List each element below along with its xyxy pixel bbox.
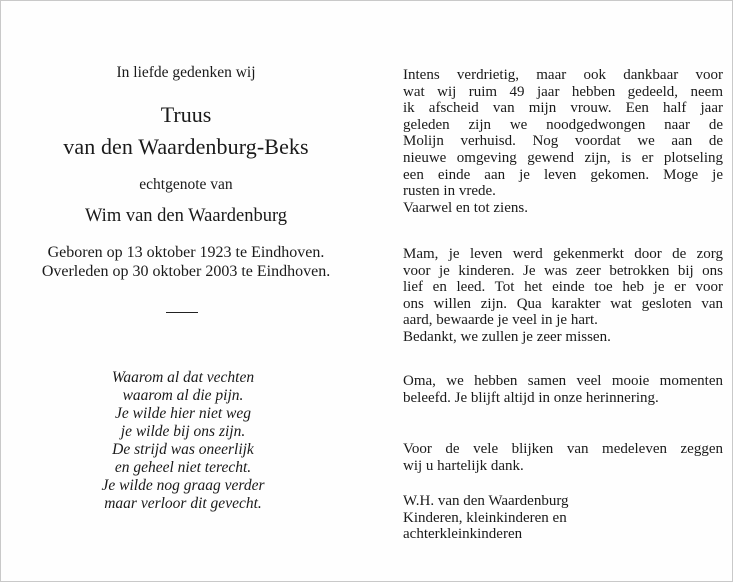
poem-line: je wilde bij ons zijn. [120,423,246,440]
text-line: ik afscheid van mijn vrouw. Een half jaar [403,100,723,117]
text-line: een einde aan je leven gekomen. Moge je [403,166,723,183]
text-line: aard, bewaarde je veel in je hart. [403,312,598,329]
poem [1,369,365,513]
poem-line: maar verloor dit gevecht. [104,495,262,512]
text-line: geleden zijn we noodgedwongen naar de [403,116,723,133]
birth-line: Geboren op 13 oktober 1923 te Eindhoven. [47,244,325,261]
poem-line: Je wilde nog graag verder [101,477,265,494]
children-paragraph [403,246,723,346]
spouse-label: echtgenote van [139,176,233,193]
text-line: Intens verdrietig, maar ook dankbaar voor [403,67,723,83]
poem-line: De strijd was oneerlijk [112,441,254,458]
grandchildren-paragraph [403,373,723,406]
text-line: W.H. van den Waardenburg [403,493,569,509]
text-line: rusten in vrede. [403,183,496,200]
spouse-name: Wim van den Waardenburg [84,206,288,226]
poem-line: waarom al die pijn. [122,387,244,404]
text-line: Voor de vele blijken van medeleven zeggen [403,441,723,457]
poem-line: Waarom al dat vechten [111,369,255,386]
farewell-paragraph [403,67,723,216]
deceased-first-name: Truus [160,102,212,127]
text-line: Bedankt, we zullen je zeer missen. [403,328,611,345]
text-line: Kinderen, kleinkinderen en [403,509,567,526]
thanks-paragraph [403,441,723,474]
text-line: wat wij ruim 49 jaar hebben gedeeld, neem [403,83,723,100]
text-line: Mam, je leven werd gekenmerkt door de zorg [403,246,723,262]
text-line: Oma, we hebben samen veel mooie momenten [403,373,723,389]
text-line: wij u hartelijk dank. [403,457,524,474]
text-line: nieuwe omgeving gewend zijn, is er plotseling [403,149,723,166]
signature-block [403,493,723,543]
text-line: ons willen zijn. Qua karakter wat gesloten van [403,295,723,312]
divider [166,312,198,313]
deceased-full-name: van den Waardenburg-Beks [63,134,309,159]
left-panel [1,1,371,581]
poem-line: en geheel niet terecht. [114,459,252,476]
death-line: Overleden op 30 oktober 2003 te Eindhoven. [41,263,331,280]
text-line: lief en leed. Tot het einde toe heb je er voor [403,279,723,296]
intro-text: In liefde gedenken wij [116,64,256,81]
text-line: achterkleinkinderen [403,526,523,543]
poem-line: Je wilde hier niet weg [114,405,252,422]
text-line: Vaarwel en tot ziens. [403,199,528,216]
text-line: Molijn verhuisd. Nog voordat we aan de [403,133,723,150]
text-line: beleefd. Je blijft altijd in onze herinnering. [403,389,659,406]
text-line: voor je kinderen. Je was zeer betrokken bij ons [403,262,723,279]
